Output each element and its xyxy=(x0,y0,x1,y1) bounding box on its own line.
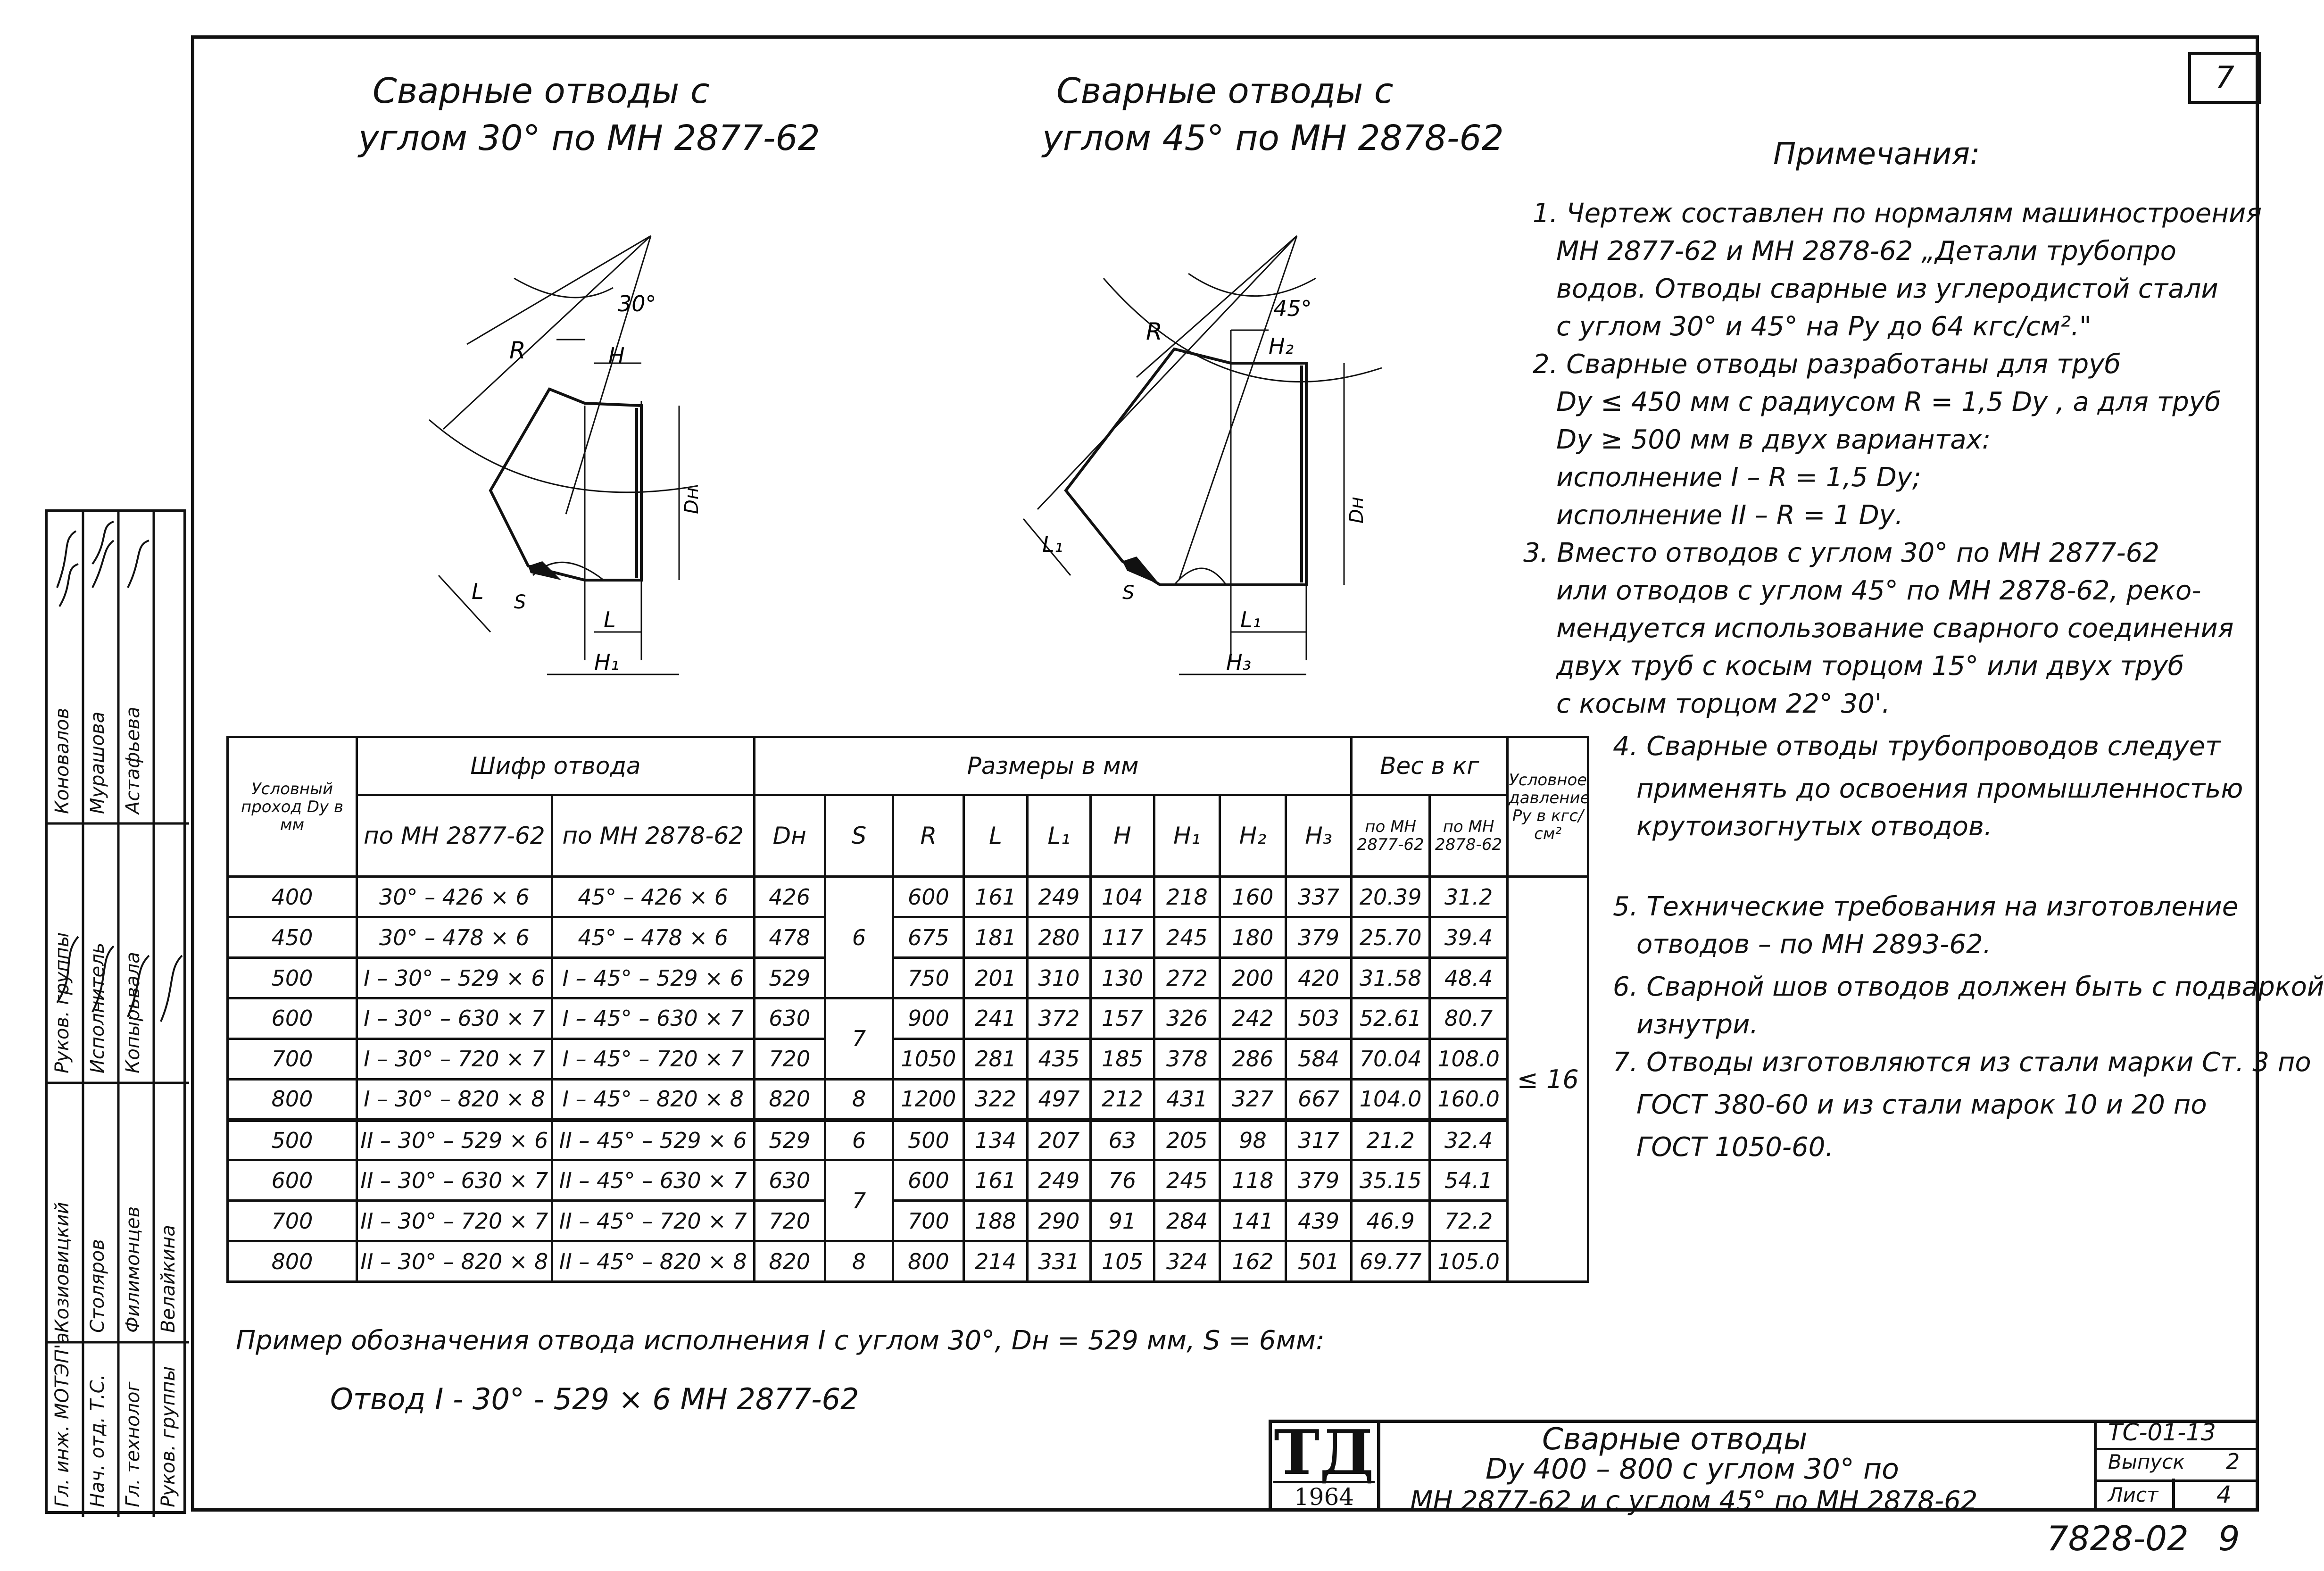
cell-l: 201 xyxy=(964,958,1027,998)
cell-l1: 331 xyxy=(1027,1241,1090,1282)
tb-issue: 2 xyxy=(2226,1449,2240,1474)
cell-w45: 160.0 xyxy=(1429,1079,1507,1120)
table-row xyxy=(228,1120,1588,1160)
tb-sheet: 4 xyxy=(2216,1481,2232,1508)
col-shifr30-header: по МН 2877-62 xyxy=(357,795,552,877)
heading-45-line2: углом 45° по МН 2878-62 xyxy=(1042,118,1504,158)
cell-h2: 141 xyxy=(1220,1201,1286,1241)
cell-w30: 69.77 xyxy=(1352,1241,1429,1282)
cell-h3: 317 xyxy=(1286,1120,1352,1160)
dn-label: Dн xyxy=(1346,497,1368,524)
heading-45-line1: Сварные отводы с xyxy=(1056,71,1394,111)
h-label: H xyxy=(608,343,625,368)
name-stolyarov: Столяров xyxy=(87,1239,108,1333)
name-murashova: Мурашова xyxy=(87,711,108,814)
col-w45-header: по МН 2878-62 xyxy=(1429,795,1507,877)
col-h-header: H xyxy=(1091,795,1154,877)
heading-30-line1: Сварные отводы с xyxy=(373,71,710,111)
logo-year: 1964 xyxy=(1273,1481,1375,1511)
cell-shifr30: 30° – 478 × 6 xyxy=(357,917,552,958)
cell-h3: 584 xyxy=(1286,1039,1352,1079)
signatures xyxy=(48,512,189,1517)
cell-r: 1050 xyxy=(893,1039,964,1079)
note-line: применять до освоения промышленностью xyxy=(1636,773,2243,804)
cell-h2: 160 xyxy=(1220,877,1286,917)
cell-shifr45: I – 45° – 720 × 7 xyxy=(552,1039,754,1079)
note-line: изнутри. xyxy=(1636,1009,1759,1040)
cell-l1: 280 xyxy=(1027,917,1090,958)
cell-dn: 630 xyxy=(754,998,825,1039)
cell-dy: 450 xyxy=(228,917,357,958)
cell-r: 800 xyxy=(893,1241,964,1282)
cell-h: 130 xyxy=(1091,958,1154,998)
cell-shifr45: 45° – 478 × 6 xyxy=(552,917,754,958)
cell-h2: 327 xyxy=(1220,1079,1286,1120)
cell-h3: 439 xyxy=(1286,1201,1352,1241)
cell-l: 181 xyxy=(964,917,1027,958)
col-dn-header: Dн xyxy=(754,795,825,877)
cell-dn: 478 xyxy=(754,917,825,958)
note-line: или отводов с углом 45° по МН 2878-62, реко- xyxy=(1556,575,2201,606)
table-row xyxy=(228,958,1588,998)
cell-pressure: ≤ 16 xyxy=(1508,877,1588,1282)
note-line: крутоизогнутых отводов. xyxy=(1636,811,1992,842)
cell-w30: 46.9 xyxy=(1352,1201,1429,1241)
elbow-30-drawing xyxy=(415,222,773,693)
tb-title1: Сварные отводы xyxy=(1542,1422,1808,1457)
title-divider xyxy=(1377,1420,1380,1512)
angle-30-label: 30° xyxy=(618,291,656,316)
cell-dy: 800 xyxy=(228,1079,357,1120)
cell-w30: 52.61 xyxy=(1352,998,1429,1039)
cell-dy: 400 xyxy=(228,877,357,917)
cell-dn: 630 xyxy=(754,1160,825,1201)
cell-h: 185 xyxy=(1091,1039,1154,1079)
cell-shifr45: 45° – 426 × 6 xyxy=(552,877,754,917)
cell-w45: 31.2 xyxy=(1429,877,1507,917)
cell-shifr30: I – 30° – 720 × 7 xyxy=(357,1039,552,1079)
angle-45-label: 45° xyxy=(1273,296,1312,321)
l-label: L xyxy=(472,579,484,604)
role-group-head-2: Руков. группы xyxy=(51,932,73,1073)
cell-w45: 54.1 xyxy=(1429,1160,1507,1201)
cell-r: 750 xyxy=(893,958,964,998)
cell-h1: 245 xyxy=(1154,917,1220,958)
cell-h3: 503 xyxy=(1286,998,1352,1039)
radius-label: R xyxy=(1146,318,1162,345)
example-line1: Пример обозначения отвода исполнения I с углом 30°, Dн = 529 мм, S = 6мм: xyxy=(236,1325,1325,1356)
cell-h1: 245 xyxy=(1154,1160,1220,1201)
note-line: 6. Сварной шов отводов должен быть с подваркой xyxy=(1613,972,2324,1002)
note-line: с косым торцом 22° 30'. xyxy=(1556,689,1891,719)
cell-w45: 32.4 xyxy=(1429,1120,1507,1160)
cell-l: 322 xyxy=(964,1079,1027,1120)
cell-h3: 667 xyxy=(1286,1079,1352,1120)
cell-w30: 31.58 xyxy=(1352,958,1429,998)
note-line: Dу ≤ 450 мм с радиусом R = 1,5 Dу , а для труб xyxy=(1556,387,2221,417)
cell-l1: 497 xyxy=(1027,1079,1090,1120)
cell-h1: 284 xyxy=(1154,1201,1220,1241)
table-row xyxy=(228,998,1588,1039)
tb-sheet-label: Лист xyxy=(2108,1483,2158,1506)
sheet-number: 7 xyxy=(2188,52,2261,104)
cell-h1: 431 xyxy=(1154,1079,1220,1120)
logo-text: ТД xyxy=(1274,1416,1374,1488)
cell-w30: 21.2 xyxy=(1352,1120,1429,1160)
cell-l: 161 xyxy=(964,877,1027,917)
cell-w45: 39.4 xyxy=(1429,917,1507,958)
col-dy-header: Условный проход Dу в мм xyxy=(228,737,357,877)
name-velaykina: Велайкина xyxy=(158,1225,179,1333)
note-line: 5. Технические требования на изготовление xyxy=(1613,891,2239,922)
l1-label: L₁ xyxy=(1042,532,1063,557)
cell-h: 117 xyxy=(1091,917,1154,958)
cell-shifr30: I – 30° – 820 × 8 xyxy=(357,1079,552,1120)
cell-r: 500 xyxy=(893,1120,964,1160)
cell-w30: 25.70 xyxy=(1352,917,1429,958)
cell-h2: 162 xyxy=(1220,1241,1286,1282)
col-pressure-header: Условное давление Ру в кгс/см² xyxy=(1508,737,1588,877)
cell-shifr30: II – 30° – 820 × 8 xyxy=(357,1241,552,1282)
name-astafeva: Астафьева xyxy=(122,707,144,814)
cell-w45: 72.2 xyxy=(1429,1201,1507,1241)
cell-h1: 326 xyxy=(1154,998,1220,1039)
cell-dn: 720 xyxy=(754,1201,825,1241)
cell-dn: 529 xyxy=(754,1120,825,1160)
cell-dy: 700 xyxy=(228,1039,357,1079)
drawing-code-main: 7828-02 xyxy=(2047,1519,2189,1558)
col-shifr-header: Шифр отвода xyxy=(357,737,755,795)
cell-h3: 420 xyxy=(1286,958,1352,998)
cell-shifr30: II – 30° – 630 × 7 xyxy=(357,1160,552,1201)
elbows-spec-table xyxy=(226,736,1589,1283)
cell-w30: 104.0 xyxy=(1352,1079,1429,1120)
example-line2: Отвод I - 30° - 529 × 6 МН 2877-62 xyxy=(330,1382,859,1416)
cell-dn: 820 xyxy=(754,1079,825,1120)
cell-h: 76 xyxy=(1091,1160,1154,1201)
col-sizes-header: Размеры в мм xyxy=(754,737,1352,795)
cell-h3: 501 xyxy=(1286,1241,1352,1282)
cell-h2: 180 xyxy=(1220,917,1286,958)
tb-title2: Dу 400 – 800 с углом 30° по xyxy=(1486,1453,1899,1486)
role-group-head: Руков. группы xyxy=(158,1366,179,1507)
cell-r: 1200 xyxy=(893,1079,964,1120)
cell-s: 6 xyxy=(825,1120,893,1160)
note-line: исполнение II – R = 1 Dу. xyxy=(1556,500,1903,531)
note-line: 1. Чертеж составлен по нормалям машиностроения xyxy=(1533,198,2262,229)
cell-h2: 242 xyxy=(1220,998,1286,1039)
table-row xyxy=(228,1079,1588,1120)
cell-dn: 820 xyxy=(754,1241,825,1282)
cell-h3: 379 xyxy=(1286,917,1352,958)
note-line: 3. Вместо отводов с углом 30° по МН 2877-62 xyxy=(1523,538,2159,568)
cell-shifr45: II – 45° – 820 × 8 xyxy=(552,1241,754,1282)
cell-h1: 324 xyxy=(1154,1241,1220,1282)
note-line: ГОСТ 380-60 и из стали марок 10 и 20 по xyxy=(1636,1089,2207,1120)
cell-l1: 207 xyxy=(1027,1120,1090,1160)
cell-shifr45: I – 45° – 820 × 8 xyxy=(552,1079,754,1120)
cell-s: 7 xyxy=(825,998,893,1079)
note-line: 2. Сварные отводы разработаны для труб xyxy=(1533,349,2121,380)
role-technologist: Гл. технолог xyxy=(122,1381,144,1507)
h2-label: H₂ xyxy=(1269,333,1294,359)
cell-w30: 35.15 xyxy=(1352,1160,1429,1201)
cell-l: 188 xyxy=(964,1201,1027,1241)
cell-l: 161 xyxy=(964,1160,1027,1201)
note-line: отводов – по МН 2893-62. xyxy=(1636,929,1992,960)
cell-l1: 290 xyxy=(1027,1201,1090,1241)
tb-code: ТС-01-13 xyxy=(2108,1419,2216,1446)
name-kopyrvala: Копырьвала xyxy=(122,952,144,1073)
h1-label: H₁ xyxy=(594,649,620,675)
cell-dn: 720 xyxy=(754,1039,825,1079)
role-chief-engineer: Гл. инж. МОТЭП'а xyxy=(51,1332,73,1507)
table-row xyxy=(228,1241,1588,1282)
cell-w30: 70.04 xyxy=(1352,1039,1429,1079)
h3-label: H₃ xyxy=(1226,649,1252,675)
col-r-header: R xyxy=(893,795,964,877)
cell-l1: 249 xyxy=(1027,1160,1090,1201)
note-line: мендуется использование сварного соединения xyxy=(1556,613,2234,644)
cell-h3: 337 xyxy=(1286,877,1352,917)
cell-l: 241 xyxy=(964,998,1027,1039)
cell-h: 63 xyxy=(1091,1120,1154,1160)
cell-shifr30: II – 30° – 529 × 6 xyxy=(357,1120,552,1160)
note-line: 7. Отводы изготовляются из стали марки Ст. 3 по xyxy=(1613,1047,2311,1078)
note-line: 4. Сварные отводы трубопроводов следует xyxy=(1613,731,2221,762)
tb-issue-label: Выпуск xyxy=(2108,1450,2185,1473)
cell-dy: 700 xyxy=(228,1201,357,1241)
cell-w45: 108.0 xyxy=(1429,1039,1507,1079)
cell-r: 600 xyxy=(893,1160,964,1201)
cell-shifr45: II – 45° – 529 × 6 xyxy=(552,1120,754,1160)
cell-l1: 249 xyxy=(1027,877,1090,917)
col-h3-header: H₃ xyxy=(1286,795,1352,877)
cell-h2: 286 xyxy=(1220,1039,1286,1079)
elbow-45-drawing xyxy=(1004,222,1368,693)
col-l1-header: L₁ xyxy=(1027,795,1090,877)
cell-shifr45: I – 45° – 529 × 6 xyxy=(552,958,754,998)
s-label: S xyxy=(514,591,526,613)
cell-h1: 218 xyxy=(1154,877,1220,917)
name-filimontsev: Филимонцев xyxy=(122,1206,144,1333)
col-s-header: S xyxy=(825,795,893,877)
note-line: водов. Отводы сварные из углеродистой стали xyxy=(1556,274,2218,304)
role-dept-head: Нач. отд. Т.С. xyxy=(87,1374,108,1507)
table-row xyxy=(228,1160,1588,1201)
cell-h2: 98 xyxy=(1220,1120,1286,1160)
name-kozinovitsky: Козиовицкий xyxy=(51,1202,73,1333)
table-row xyxy=(228,1201,1588,1241)
cell-h1: 205 xyxy=(1154,1120,1220,1160)
cell-h3: 379 xyxy=(1286,1160,1352,1201)
name-konovalov: Коновалов xyxy=(51,707,73,814)
note-line: исполнение I – R = 1,5 Dу; xyxy=(1556,462,1921,493)
heading-30-line2: углом 30° по МН 2877-62 xyxy=(358,118,820,158)
dn-label: Dн xyxy=(681,487,703,514)
cell-h: 91 xyxy=(1091,1201,1154,1241)
table-row xyxy=(228,1039,1588,1079)
cell-shifr45: II – 45° – 720 × 7 xyxy=(552,1201,754,1241)
cell-dy: 600 xyxy=(228,1160,357,1201)
cell-shifr30: 30° – 426 × 6 xyxy=(357,877,552,917)
cell-s: 6 xyxy=(825,877,893,998)
cell-l: 281 xyxy=(964,1039,1027,1079)
cell-r: 900 xyxy=(893,998,964,1039)
note-line: МН 2877-62 и МН 2878-62 „Детали трубопро xyxy=(1556,236,2176,266)
cell-dy: 600 xyxy=(228,998,357,1039)
cell-h2: 118 xyxy=(1220,1160,1286,1201)
cell-w45: 48.4 xyxy=(1429,958,1507,998)
approval-stamp xyxy=(45,509,186,1514)
cell-r: 600 xyxy=(893,877,964,917)
cell-l1: 310 xyxy=(1027,958,1090,998)
cell-w30: 20.39 xyxy=(1352,877,1429,917)
cell-shifr30: I – 30° – 630 × 7 xyxy=(357,998,552,1039)
cell-shifr45: II – 45° – 630 × 7 xyxy=(552,1160,754,1201)
notes-title: Примечания: xyxy=(1773,137,1980,172)
col-shifr45-header: по МН 2878-62 xyxy=(552,795,754,877)
col-weight-header: Вес в кг xyxy=(1352,737,1508,795)
cell-shifr30: II – 30° – 720 × 7 xyxy=(357,1201,552,1241)
cell-h: 212 xyxy=(1091,1079,1154,1120)
table-row xyxy=(228,877,1588,917)
col-h2-header: H₂ xyxy=(1220,795,1286,877)
cell-w45: 105.0 xyxy=(1429,1241,1507,1282)
note-line: Dу ≥ 500 мм в двух вариантах: xyxy=(1556,424,1991,455)
cell-dy: 500 xyxy=(228,958,357,998)
cell-h2: 200 xyxy=(1220,958,1286,998)
cell-s: 8 xyxy=(825,1241,893,1282)
cell-h1: 378 xyxy=(1154,1039,1220,1079)
cell-r: 700 xyxy=(893,1201,964,1241)
note-line: ГОСТ 1050-60. xyxy=(1636,1132,1834,1163)
radius-label: R xyxy=(509,337,526,364)
cell-h: 105 xyxy=(1091,1241,1154,1282)
drawing-code-suffix: 9 xyxy=(2218,1519,2240,1558)
cell-dn: 426 xyxy=(754,877,825,917)
cell-dn: 529 xyxy=(754,958,825,998)
cell-dy: 800 xyxy=(228,1241,357,1282)
cell-h: 104 xyxy=(1091,877,1154,917)
l1-label: L₁ xyxy=(1240,607,1262,632)
cell-shifr30: I – 30° – 529 × 6 xyxy=(357,958,552,998)
cell-r: 675 xyxy=(893,917,964,958)
cell-shifr45: I – 45° – 630 × 7 xyxy=(552,998,754,1039)
cell-w45: 80.7 xyxy=(1429,998,1507,1039)
col-h1-header: H₁ xyxy=(1154,795,1220,877)
s-label: S xyxy=(1122,582,1135,604)
cell-dy: 500 xyxy=(228,1120,357,1160)
cell-h: 157 xyxy=(1091,998,1154,1039)
role-executor: Исполнитель xyxy=(87,942,108,1073)
note-line: двух труб с косым торцом 15° или двух труб xyxy=(1556,651,2184,682)
table-row xyxy=(228,917,1588,958)
cell-l1: 435 xyxy=(1027,1039,1090,1079)
note-line: с углом 30° и 45° на Ру до 64 кгс/см²." xyxy=(1556,311,2092,342)
cell-l: 134 xyxy=(964,1120,1027,1160)
cell-s: 7 xyxy=(825,1160,893,1241)
tb-title3: МН 2877-62 и с углом 45° по МН 2878-62 xyxy=(1410,1486,1978,1516)
l-label: L xyxy=(604,607,616,632)
cell-l1: 372 xyxy=(1027,998,1090,1039)
td-logo xyxy=(1273,1416,1375,1511)
cell-l: 214 xyxy=(964,1241,1027,1282)
drawing-code xyxy=(2047,1519,2240,1558)
cell-h1: 272 xyxy=(1154,958,1220,998)
col-w30-header: по МН 2877-62 xyxy=(1352,795,1429,877)
cell-s: 8 xyxy=(825,1079,893,1120)
col-l-header: L xyxy=(964,795,1027,877)
